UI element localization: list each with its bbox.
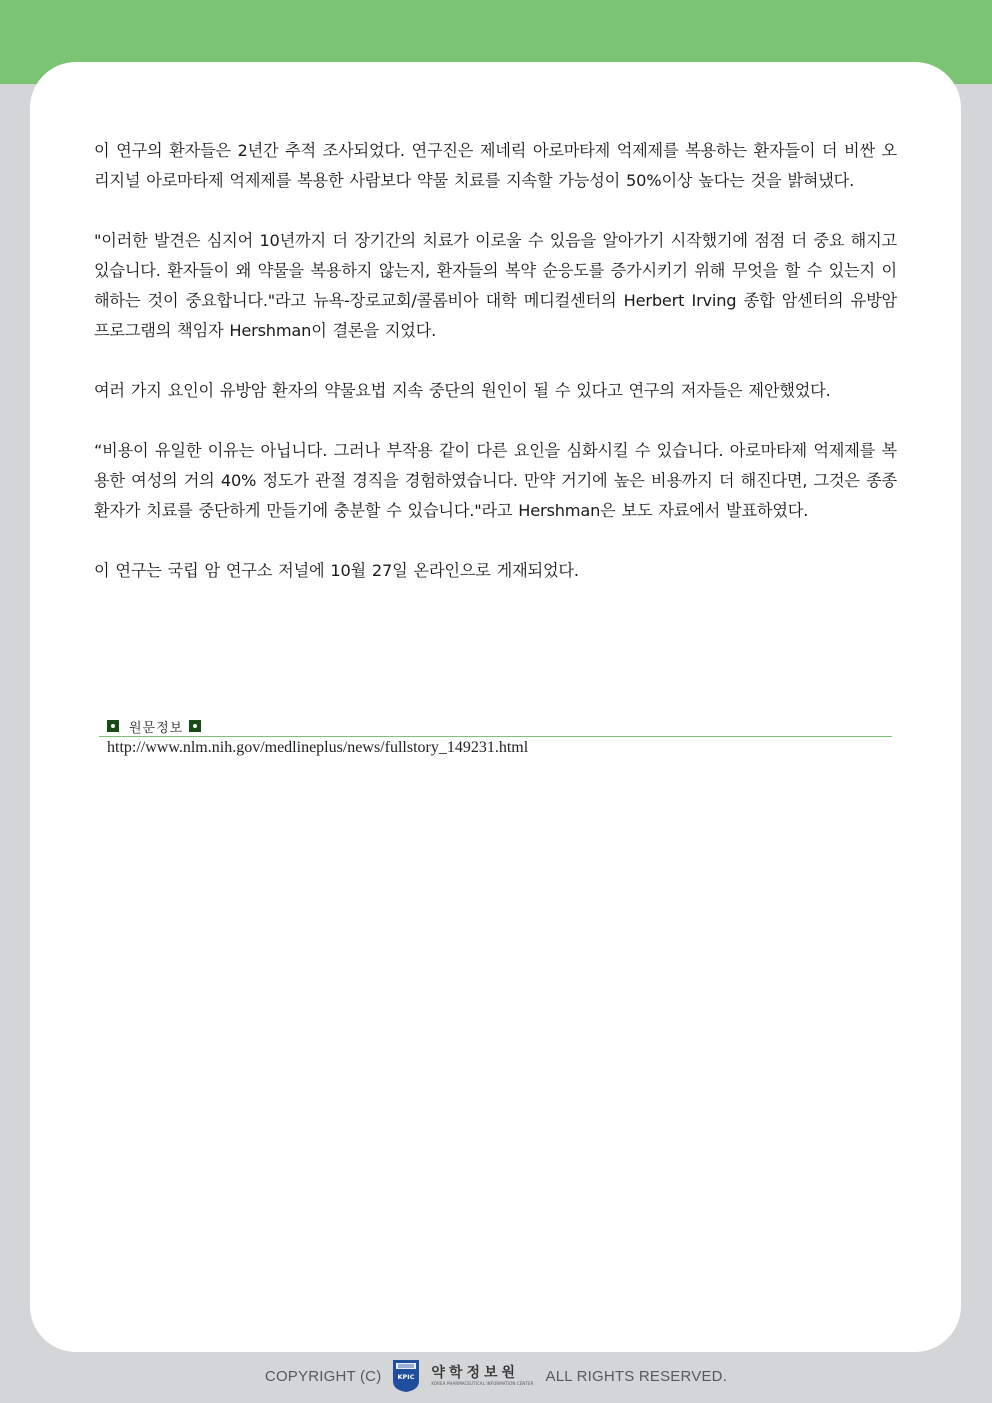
- footer: [0, 1358, 992, 1394]
- article-paragraph-4: “비용이 유일한 이유는 아닙니다. 그러나 부작용 같이 다른 요인을 심화시킬 수 있습니다. 아로마타제 억제제를 복용한 여성의 거의 40% 정도가 관절 경직을 경험하였습니다. 만약 거기에 높은 비용까지 더 해진다면, 그것은 종종 환자가 치료를 중단하게 만들기에 충분할 수 있습니다."라고 Hershman은 보도 자료에서 발표하였다.: [94, 441, 897, 520]
- article-paragraph-2: "이러한 발견은 심지어 10년까지 더 장기간의 치료가 이로울 수 있음을 알아가기 시작했기에 점점 더 중요 해지고 있습니다. 환자들이 왜 약물을 복용하지 않는지, 환자들의 복약 순응도를 증가시키기 위해 무엇을 할 수 있는지 이해하는 것이 중요합니다."라고 뉴욕-장로교회/콜롬비아 대학 메디컬센터의 Herbert Irving 종합 암센터의 유방암 프로그램의 책임자 Hershman이 결론을 지었다.: [94, 231, 897, 340]
- source-url-link[interactable]: http://www.nlm.nih.gov/medlineplus/news/fullstory_149231.html: [107, 739, 529, 756]
- rights-text: ALL RIGHTS RESERVED.: [545, 1367, 728, 1385]
- logo-text: KPIC: [397, 1373, 415, 1381]
- article-paragraph-1: 이 연구의 환자들은 2년간 추적 조사되었다. 연구진은 제네릭 아로마타제 억제제를 복용하는 환자들이 더 비싼 오리지널 아로마타제 억제제를 복용한 사람보다 약물 치료를 지속할 가능성이 50%이상 높다는 것을 밝혀냈다.: [94, 141, 897, 190]
- article-paragraph-5: 이 연구는 국립 암 연구소 저널에 10월 27일 온라인으로 게재되었다.: [94, 561, 579, 580]
- source-label: 원문정보: [129, 720, 184, 736]
- org-name: 약학정보원: [431, 1365, 520, 1381]
- square-bullet-icon: [107, 720, 119, 732]
- article-paragraph-3: 여러 가지 요인이 유방암 환자의 약물요법 지속 중단의 원인이 될 수 있다고 연구의 저자들은 제안했었다.: [94, 381, 831, 400]
- square-bullet-icon: [189, 720, 201, 732]
- copyright-text: COPYRIGHT (C): [264, 1367, 382, 1385]
- source-header: [99, 716, 892, 737]
- source-info: [99, 716, 892, 758]
- org-block: [431, 1365, 533, 1387]
- article-body: [94, 136, 897, 616]
- org-english-name: KOREA PHARMACEUTICAL INFORMATION CENTER: [431, 1381, 534, 1386]
- kpic-logo-icon: [391, 1359, 421, 1393]
